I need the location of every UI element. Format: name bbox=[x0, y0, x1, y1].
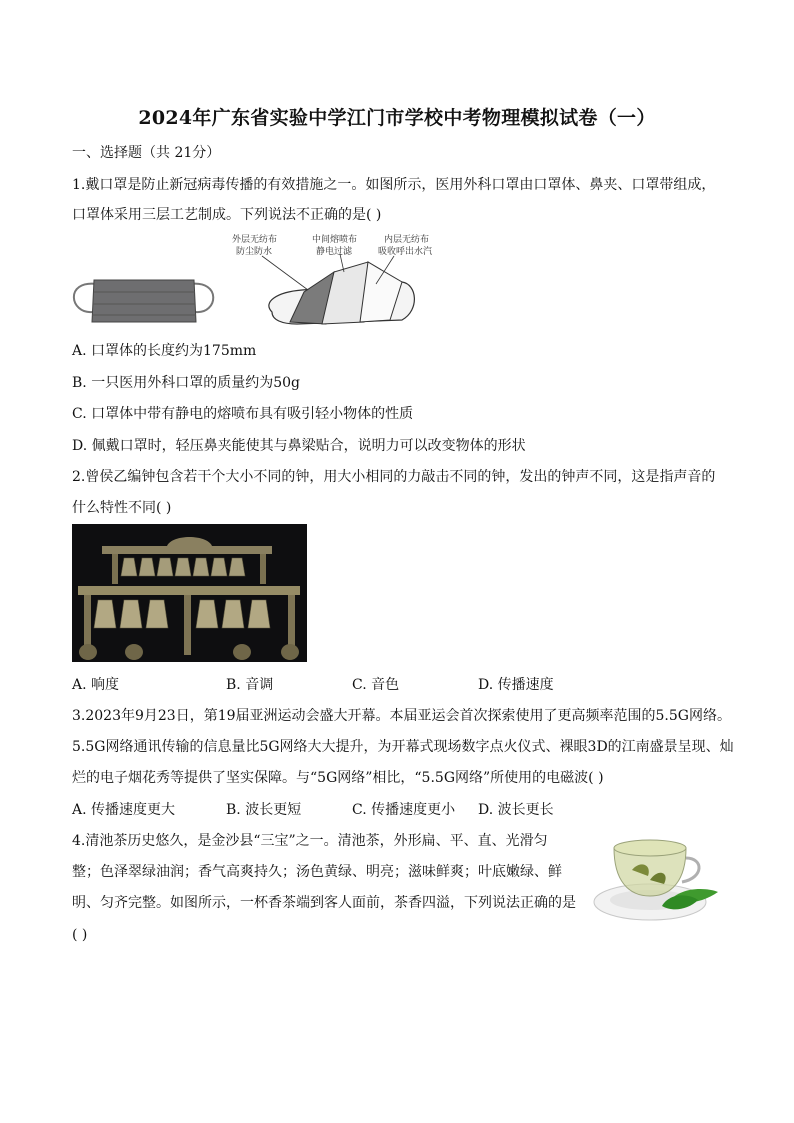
tea-cup-photo bbox=[592, 830, 722, 925]
q4-stem-line1: 4.清池茶历史悠久，是金沙县“三宝”之一。清池茶，外形扁、平、直、光滑匀 bbox=[72, 833, 548, 849]
mask-figure bbox=[72, 232, 452, 332]
q1-option-b: B. 一只医用外科口罩的质量约为50g bbox=[72, 375, 300, 391]
mask-label-middle-2: 静电过滤 bbox=[316, 247, 353, 257]
page-title: 2024年广东省实验中学江门市学校中考物理模拟试卷（一） bbox=[138, 107, 656, 129]
q1-option-a: A. 口罩体的长度约为175mm bbox=[72, 343, 257, 359]
mask-label-inner-1: 内层无纺布 bbox=[384, 235, 430, 245]
q2-stem-line1: 2.曾侯乙编钟包含若干个大小不同的钟，用大小相同的力敲击不同的钟，发出的钟声不同，这是指声音的 bbox=[72, 469, 716, 485]
mask-label-outer-1: 外层无纺布 bbox=[232, 235, 278, 245]
q4-stem-line2: 整；色泽翠绿油润；香气高爽持久；汤色黄绿、明亮；滋味鲜爽；叶底嫩绿、鲜 bbox=[72, 864, 562, 880]
q3-option-b: B. 波长更短 bbox=[226, 802, 302, 818]
q2-option-c: C. 音色 bbox=[352, 677, 400, 693]
mask-label-inner-2: 吸收呼出水汽 bbox=[378, 247, 433, 257]
q3-option-d: D. 波长更长 bbox=[478, 802, 554, 818]
q2-stem-line2: 什么特性不同( ) bbox=[72, 500, 172, 516]
q1-stem-line1: 1.戴口罩是防止新冠病毒传播的有效措施之一。如图所示，医用外科口罩由口罩体、鼻夹、口罩带组成， bbox=[72, 177, 716, 193]
q2-option-a: A. 响度 bbox=[72, 677, 120, 693]
chime-bells-photo bbox=[72, 524, 307, 662]
q3-stem-line1: 3.2023年9月23日，第19届亚洲运动会盛大开幕。本届亚运会首次探索使用了更高频率范围的5.5G网络。 bbox=[72, 708, 731, 724]
q3-stem-line2: 5.5G网络通讯传输的信息量比5G网络大大提升，为开幕式现场数字点火仪式、裸眼3D的江南盛景呈现、灿 bbox=[72, 739, 734, 755]
q3-stem-line3: 烂的电子烟花秀等提供了坚实保障。与“5G网络”相比，“5.5G网络”所使用的电磁波( ) bbox=[72, 770, 604, 786]
q4-stem-line3: 明、匀齐完整。如图所示，一杯香茶端到客人面前，茶香四溢，下列说法正确的是 bbox=[72, 895, 576, 911]
q3-option-c: C. 传播速度更小 bbox=[352, 802, 456, 818]
mask-label-outer-2: 防尘防水 bbox=[236, 247, 273, 257]
q4-stem-line4: ( ) bbox=[72, 927, 88, 943]
mask-label-middle-1: 中间熔喷布 bbox=[312, 235, 358, 245]
section-heading: 一、选择题（共 21分） bbox=[72, 145, 221, 161]
q3-option-a: A. 传播速度更大 bbox=[72, 802, 176, 818]
q1-option-d: D. 佩戴口罩时，轻压鼻夹能使其与鼻梁贴合，说明力可以改变物体的形状 bbox=[72, 438, 526, 454]
q2-option-d: D. 传播速度 bbox=[478, 677, 554, 693]
q1-option-c: C. 口罩体中带有静电的熔喷布具有吸引轻小物体的性质 bbox=[72, 406, 414, 422]
q1-stem-line2: 口罩体采用三层工艺制成。下列说法不正确的是( ) bbox=[72, 207, 382, 223]
q2-option-b: B. 音调 bbox=[226, 677, 274, 693]
